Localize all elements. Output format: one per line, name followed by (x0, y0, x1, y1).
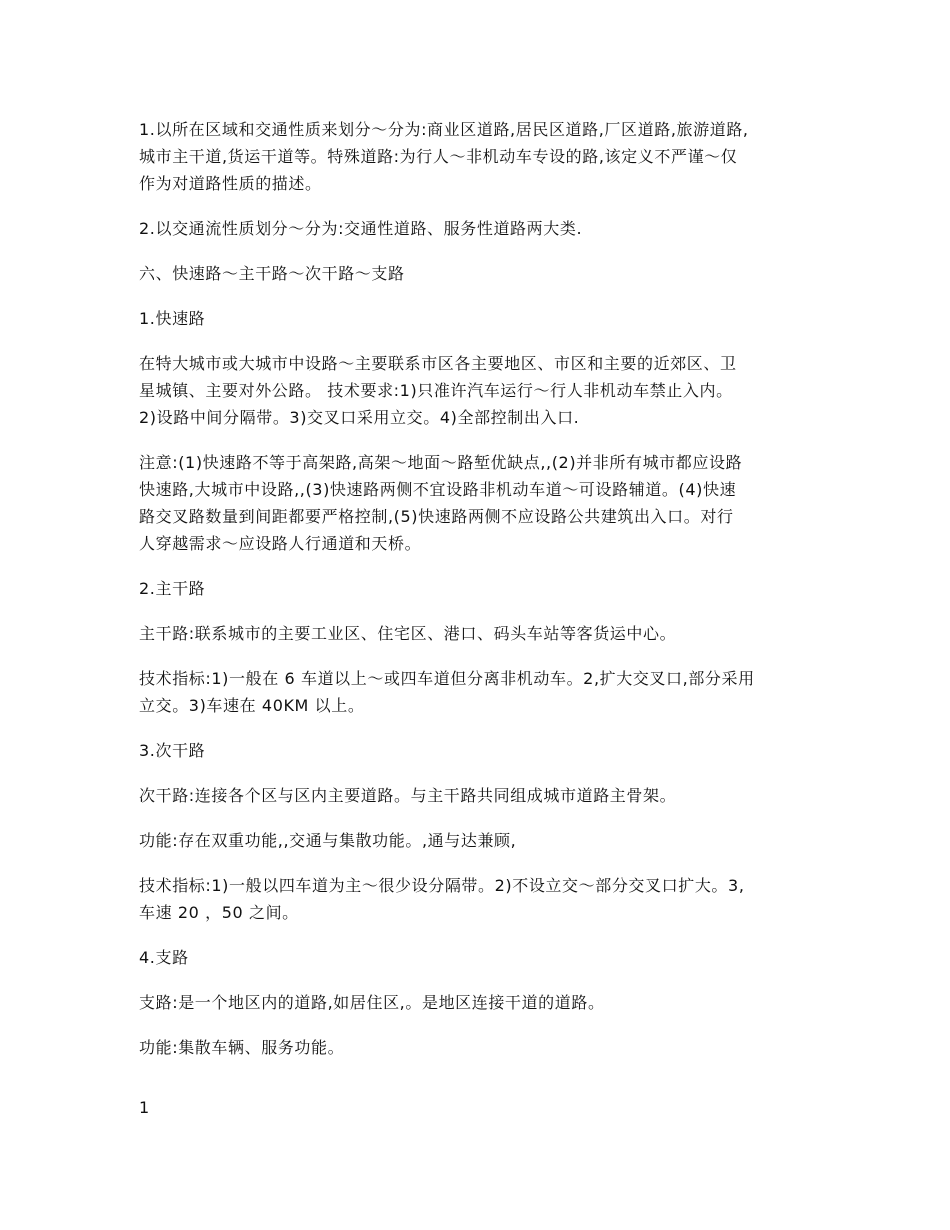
text-line: 技术指标:1)一般以四车道为主～很少设分隔带。2)不设立交～部分交叉口扩大。3, (139, 876, 745, 895)
text-line: 星城镇、主要对外公路。 技术要求:1)只准许汽车运行～行人非机动车禁止入内。 (139, 381, 733, 400)
text-line: 快速路,大城市中设路,,(3)快速路两侧不宜设路非机动车道～可设路辅道。(4)快速 (139, 480, 737, 499)
text-line: 立交。3)车速在 40KM 以上。 (139, 696, 365, 715)
text-line: 技术指标:1)一般在 6 车道以上～或四车道但分离非机动车。2,扩大交叉口,部分采用 (139, 669, 755, 688)
paragraph (139, 1034, 819, 1061)
paragraph (139, 737, 819, 764)
paragraph (139, 260, 819, 287)
paragraph (139, 827, 819, 854)
text-line: 主干路:联系城市的主要工业区、住宅区、港口、码头车站等客货运中心。 (139, 624, 677, 643)
paragraph (139, 350, 819, 431)
paragraph (139, 305, 819, 332)
text-line: 功能:存在双重功能,,交通与集散功能。,通与达兼顾, (139, 831, 517, 850)
paragraph (139, 665, 819, 719)
document-body (139, 116, 819, 1079)
text-line: 人穿越需求～应设路人行通道和天桥。 (139, 534, 422, 553)
paragraph (139, 620, 819, 647)
paragraph (139, 872, 819, 926)
text-line: 3.次干路 (139, 741, 206, 760)
paragraph (139, 782, 819, 809)
text-line: 城市主干道,货运干道等。特殊道路:为行人～非机动车专设的路,该定义不严谨～仅 (139, 147, 738, 166)
text-line: 2.主干路 (139, 579, 206, 598)
text-line: 路交叉路数量到间距都要严格控制,(5)快速路两侧不应设路公共建筑出入口。对行 (139, 507, 734, 526)
paragraph (139, 575, 819, 602)
text-line: 在特大城市或大城市中设路～主要联系市区各主要地区、市区和主要的近郊区、卫 (139, 354, 737, 373)
text-line: 1.快速路 (139, 309, 206, 328)
text-line: 注意:(1)快速路不等于高架路,高架～地面～路堑优缺点,,(2)并非所有城市都应设路 (139, 453, 743, 472)
text-line: 作为对道路性质的描述。 (139, 174, 322, 193)
paragraph (139, 215, 819, 242)
text-line: 功能:集散车辆、服务功能。 (139, 1038, 345, 1057)
paragraph (139, 944, 819, 971)
page-number: 1 (139, 1098, 150, 1117)
paragraph (139, 989, 819, 1016)
text-line: 六、快速路～主干路～次干路～支路 (139, 264, 405, 283)
text-line: 次干路:连接各个区与区内主要道路。与主干路共同组成城市道路主骨架。 (139, 786, 677, 805)
paragraph (139, 449, 819, 557)
text-line: 2)设路中间分隔带。3)交叉口采用立交。4)全部控制出入口. (139, 408, 580, 427)
paragraph (139, 116, 819, 197)
text-line: 1.以所在区域和交通性质来划分～分为:商业区道路,居民区道路,厂区道路,旅游道路, (139, 120, 749, 139)
text-line: 2.以交通流性质划分～分为:交通性道路、服务性道路两大类. (139, 219, 583, 238)
text-line: 4.支路 (139, 948, 189, 967)
text-line: 车速 20 ，50 之间。 (139, 903, 299, 922)
text-line: 支路:是一个地区内的道路,如居住区,。是地区连接干道的道路。 (139, 993, 605, 1012)
